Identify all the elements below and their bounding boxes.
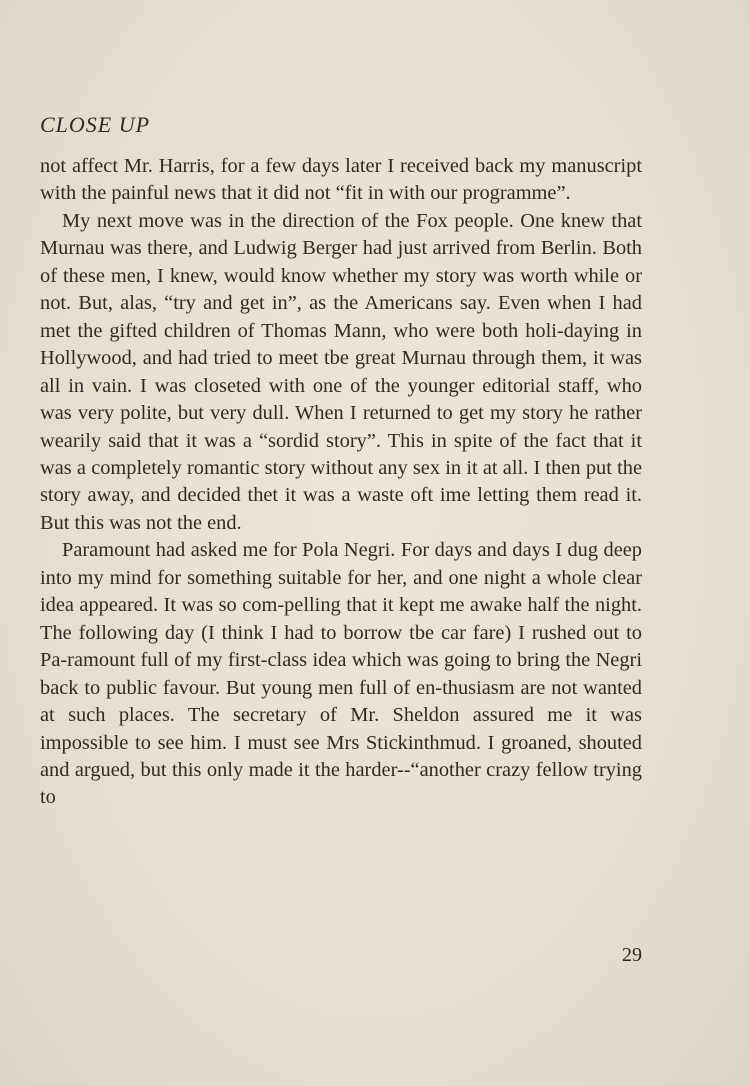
paragraph: Paramount had asked me for Pola Negri. For days and days I dug deep into my mind for something suitable for her, and one night a whole clear idea appeared. It was so com-pelling that it kept me awake half the night. The following day (I think I had to borrow tbe car fare) I rushed out to Pa-ramount full of my first-class idea which was going to bring the Negri back to public favour. But young men full of en-thusiasm are not wanted at such places. The secretary of Mr. Sheldon assured me it was impossible to see him. I must see Mrs Stickinthmud. I groaned, shouted and argued, but this only made it the harder--“another crazy fellow trying to [40, 539, 642, 809]
body-text [40, 153, 642, 812]
paragraph: My next move was in the direction of the Fox people. One knew that Murnau was there, and Ludwig Berger had just arrived from Berlin. Both of these men, I knew, would know whether my story was worth while or not. But, alas, “try and get in”, as the Americans say. Even when I had met the gifted children of Thomas Mann, who were both holi-daying in Hollywood, and had tried to meet tbe great Murnau through them, it was all in vain. I was closeted with one of the younger editorial staff, who was very polite, but very dull. When I returned to get my story he rather wearily said that it was a “sordid story”. This in spite of the fact that it was a completely romantic story without any sex in it at all. I then put the story away, and decided thet it was a waste oft ime letting them read it. But this was not the end. [40, 209, 642, 534]
page-number: 29 [622, 944, 642, 966]
running-head: CLOSE UP [40, 112, 151, 137]
paragraph: not affect Mr. Harris, for a few days later I received back my manuscript with the painful news that it did not “fit in with our programme”. [40, 155, 642, 205]
